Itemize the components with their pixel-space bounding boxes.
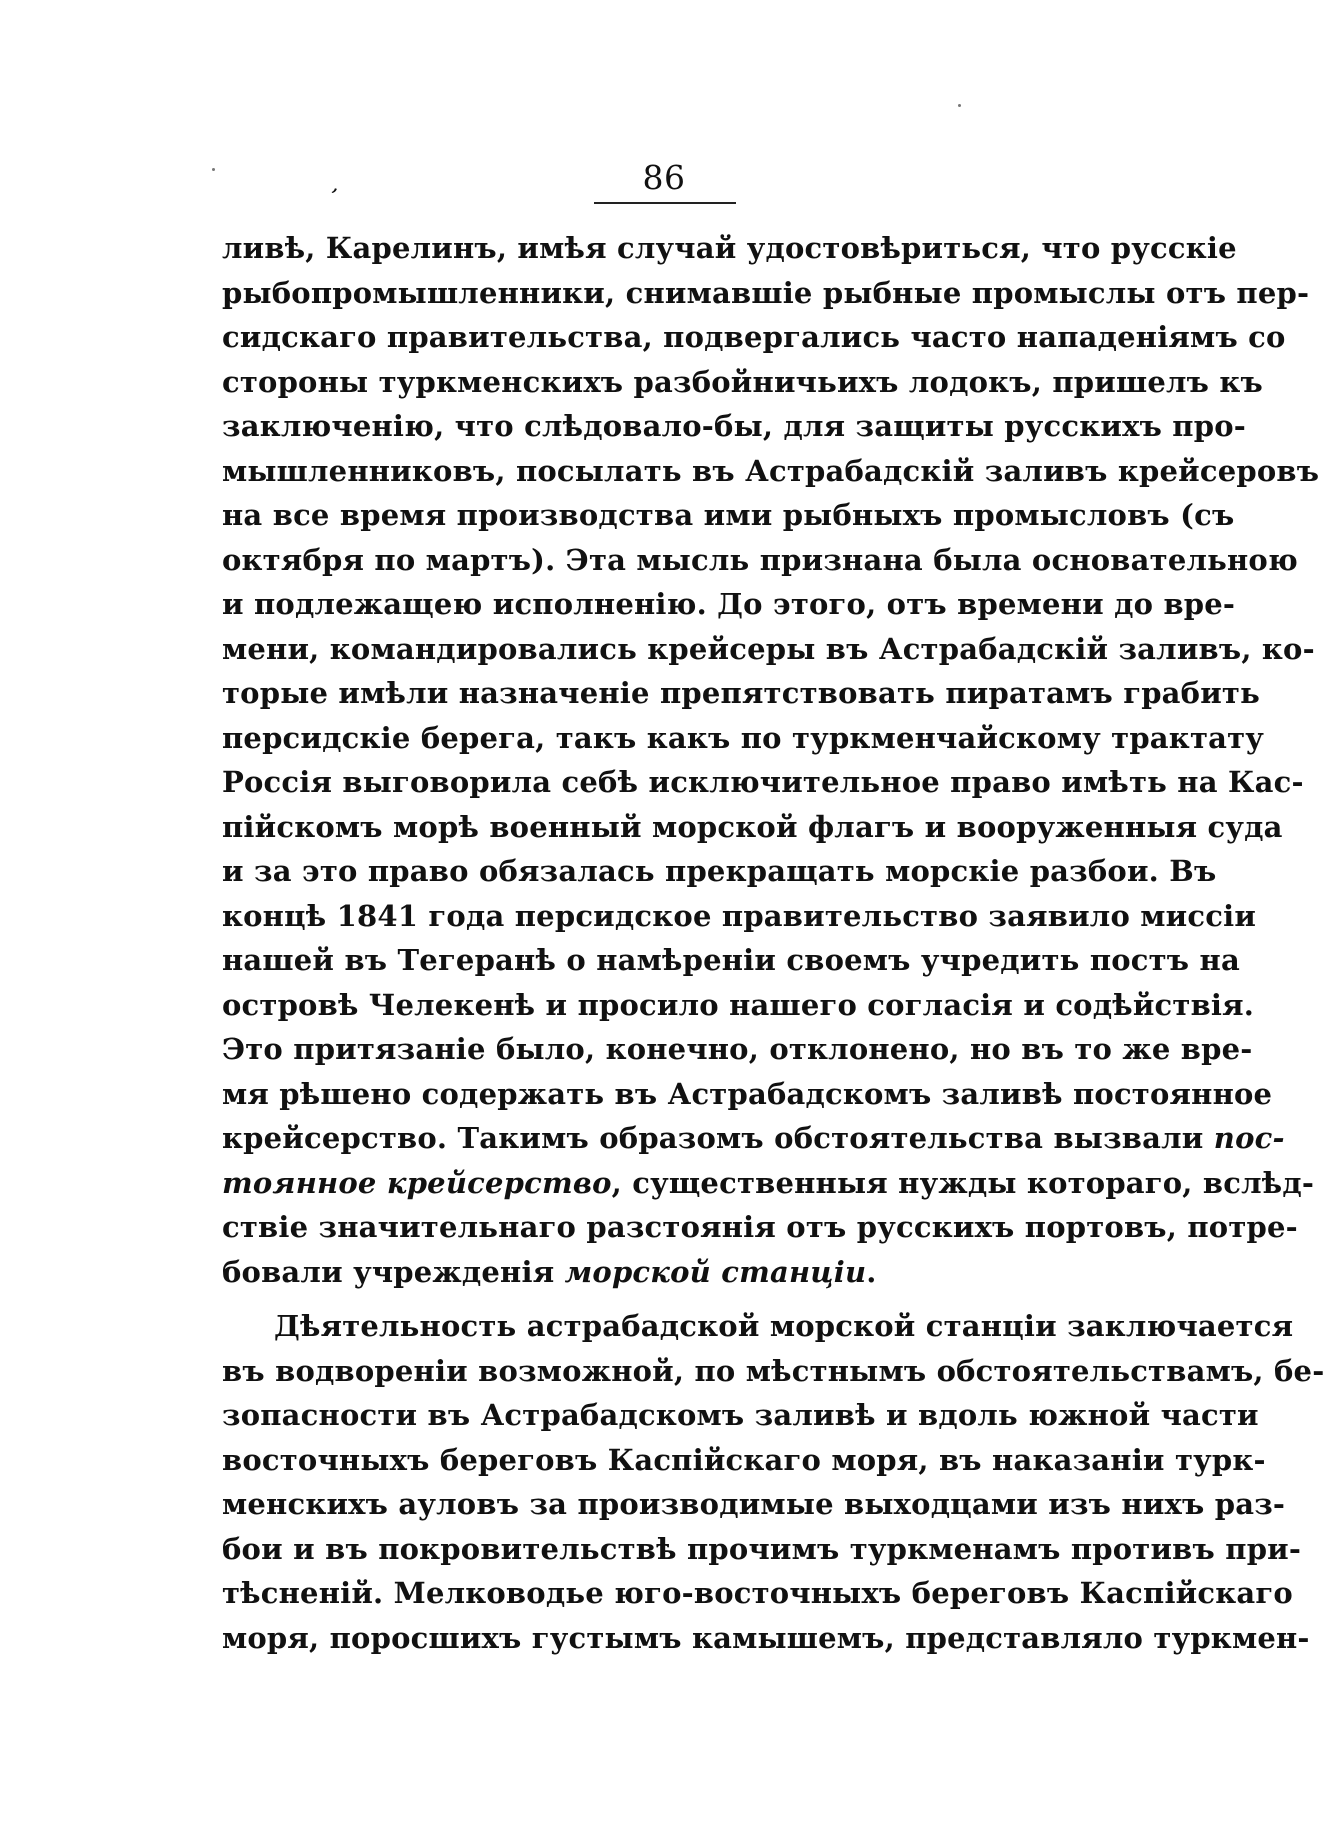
text-line	[222, 271, 1310, 316]
text-segment: тѣсненій. Мелководье юго-восточныхъ береговъ Каспійскаго	[222, 1576, 1293, 1610]
stray-mark: ‚	[329, 171, 344, 198]
text-segment: моря, поросшихъ густымъ камышемъ, представляло туркмен-	[222, 1620, 1310, 1655]
text-segment: въ водвореніи возможной, по мѣстнымъ обстоятельствамъ, бе-	[222, 1353, 1324, 1388]
text-line	[222, 805, 1283, 850]
text-line	[222, 1161, 1315, 1206]
text-line	[222, 404, 1246, 449]
text-segment: и за это право обязалась прекращать морскіе разбои. Въ	[222, 854, 1217, 888]
text-segment: .	[866, 1254, 877, 1289]
italic-text: пос-	[1213, 1121, 1285, 1155]
italic-text: тоянное крейсерство	[222, 1165, 612, 1200]
text-segment: торые имѣли назначеніе препятствовать пиратамъ грабить	[222, 676, 1260, 710]
text-line	[222, 582, 1236, 627]
text-segment: на все время производства ими рыбныхъ промысловъ (съ	[222, 498, 1235, 532]
text-line	[222, 894, 1257, 939]
text-line	[222, 1027, 1253, 1072]
text-line	[222, 538, 1298, 583]
text-line	[222, 627, 1315, 672]
text-segment: бои и въ покровительствѣ прочимъ туркменамъ противъ при-	[222, 1531, 1302, 1566]
text-segment: заключенію, что слѣдовало-бы, для защиты русскихъ про-	[222, 409, 1246, 443]
text-line	[222, 1616, 1310, 1661]
italic-text: морской станціи	[564, 1254, 867, 1289]
text-segment: зопасности въ Астрабадскомъ заливѣ и вдоль южной части	[222, 1398, 1259, 1432]
text-line	[222, 315, 1286, 360]
text-segment: и подлежащею исполненію. До этого, отъ времени до вре-	[222, 587, 1236, 621]
text-segment: островѣ Челекенѣ и просило нашего согласія и содѣйствія.	[222, 987, 1255, 1022]
text-segment: мени, командировались крейсеры въ Астрабадскій заливъ, ко-	[222, 631, 1315, 666]
page-number-rule	[594, 202, 736, 204]
page-number: 86	[642, 158, 686, 197]
text-line	[222, 1304, 1294, 1349]
text-line	[222, 760, 1304, 805]
text-segment: пійскомъ морѣ военный морской флагъ и вооруженныя суда	[222, 809, 1283, 844]
print-speck	[958, 104, 961, 107]
text-segment: нашей въ Тегеранѣ о намѣреніи своемъ учредить постъ на	[222, 943, 1240, 977]
text-line	[222, 360, 1263, 405]
text-segment: мя рѣшено содержать въ Астрабадскомъ заливѣ постоянное	[222, 1076, 1273, 1111]
text-line	[222, 1072, 1273, 1117]
text-segment: Это притязаніе было, конечно, отклонено, но въ то же вре-	[222, 1032, 1253, 1066]
text-line	[222, 849, 1217, 894]
text-line	[222, 938, 1240, 983]
text-line	[222, 671, 1260, 716]
text-segment: , существенныя нужды котораго, вслѣд-	[611, 1165, 1315, 1200]
text-segment: ствіе значительнаго разстоянія отъ русскихъ портовъ, потре-	[222, 1210, 1298, 1244]
text-line	[222, 1527, 1302, 1572]
text-line	[222, 1116, 1285, 1161]
text-segment: персидскіе берега, такъ какъ по туркменчайскому трактату	[222, 720, 1265, 755]
text-segment: восточныхъ береговъ Каспійскаго моря, въ наказаніи турк-	[222, 1442, 1266, 1477]
text-segment: сидскаго правительства, подвергались часто нападеніямъ со	[222, 320, 1286, 354]
text-line	[222, 449, 1320, 494]
text-segment: рыбопромышленники, снимавшіе рыбные промыслы отъ пер-	[222, 275, 1310, 310]
text-segment: стороны туркменскихъ разбойничьихъ лодокъ, пришелъ къ	[222, 364, 1263, 399]
text-line	[222, 1571, 1293, 1616]
text-line	[222, 1205, 1298, 1250]
text-line	[222, 716, 1265, 761]
body-text	[222, 226, 1324, 1660]
text-segment: менскихъ ауловъ за производимые выходцами изъ нихъ раз-	[222, 1487, 1286, 1521]
text-line	[222, 226, 1237, 271]
print-speck	[212, 168, 215, 171]
text-line	[222, 1349, 1324, 1394]
text-segment: Дѣятельность астрабадской морской станціи заключается	[274, 1309, 1294, 1343]
text-line	[222, 493, 1235, 538]
text-segment: ливѣ, Карелинъ, имѣя случай удостовѣриться, что русскіе	[222, 231, 1237, 265]
text-segment: крейсерство. Такимъ образомъ обстоятельства вызвали	[222, 1121, 1214, 1155]
text-segment: октября по мартъ). Эта мысль признана была основательною	[222, 542, 1298, 577]
text-line	[222, 983, 1255, 1028]
text-segment: мышленниковъ, посылать въ Астрабадскій заливъ крейсеровъ	[222, 453, 1320, 488]
text-line	[222, 1438, 1266, 1483]
text-line	[222, 1393, 1259, 1438]
text-segment: бовали учрежденія	[222, 1254, 565, 1289]
text-line	[222, 1482, 1286, 1527]
text-line	[222, 1250, 1102, 1295]
text-segment: концѣ 1841 года персидское правительство заявило миссіи	[222, 898, 1257, 933]
text-segment: Россія выговорила себѣ исключительное право имѣть на Кас-	[222, 765, 1304, 799]
